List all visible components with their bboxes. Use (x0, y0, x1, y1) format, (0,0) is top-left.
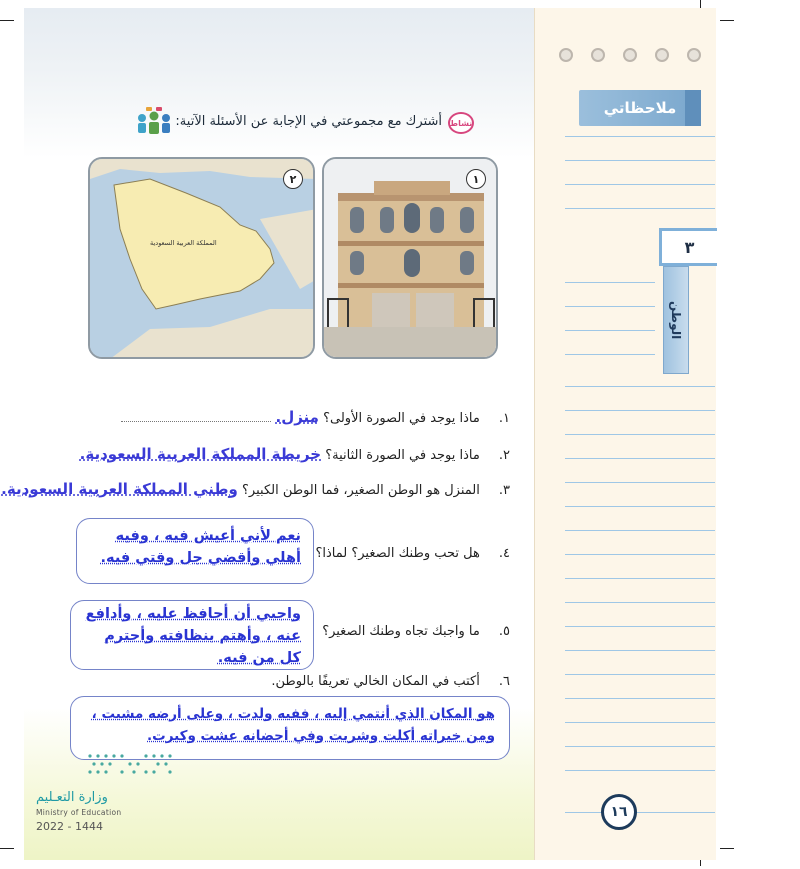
crop-mark (720, 20, 734, 21)
question-2 (80, 445, 510, 463)
notes-column (534, 8, 716, 860)
note-line (565, 306, 655, 307)
badge-label: نشاط (449, 118, 473, 128)
note-line (565, 770, 715, 771)
answer-text: منزل. (275, 408, 319, 426)
note-line (565, 160, 715, 161)
answer-line: أهلي وأقضي جل وقتي فيه. (100, 550, 301, 566)
question-number: ٢. (498, 448, 510, 463)
question-number: ١. (498, 411, 510, 426)
activity-instruction: أشترك مع مجموعتي في الإجابة عن الأسئلة الآتية: (175, 114, 442, 129)
unit-label-tab (663, 266, 689, 374)
crop-mark (0, 848, 14, 849)
question-number: ٦. (498, 674, 510, 689)
answer-text: خريطة المملكة العربية السعودية. (79, 445, 322, 463)
note-line (565, 674, 715, 675)
question-4 (315, 546, 510, 561)
note-line (565, 434, 715, 435)
note-line (565, 554, 715, 555)
binder-ring (687, 48, 701, 62)
question-text: ماذا يوجد في الصورة الثانية؟ (325, 448, 480, 463)
page-number: ١٦ (610, 804, 628, 820)
saudi-map (90, 159, 315, 359)
answer-bubble-5 (70, 600, 314, 670)
note-line (565, 136, 715, 137)
note-line (565, 410, 715, 411)
notes-title: ملاحظاتي (603, 99, 677, 117)
note-line (565, 282, 655, 283)
question-1 (121, 408, 510, 426)
question-number: ٥. (498, 624, 510, 639)
answer-line: كل من فيه. (217, 650, 301, 666)
answer-line: نعم لأني أعيش فيه ، وفيه (115, 528, 301, 544)
note-line (565, 184, 715, 185)
answer-line (121, 412, 271, 422)
notes-title-banner (579, 90, 701, 126)
ministry-logo (36, 756, 196, 836)
answer-line: عنه ، وأهتم بنظافته وأحترم (104, 628, 301, 644)
note-line (565, 354, 655, 355)
question-6 (271, 674, 510, 689)
answer-line: هو المكان الذي أنتمي إليه ، ففيه ولدت ، وعلى أرضه مشيت ، (91, 706, 495, 722)
map-country-label: المملكة العربية السعودية (150, 239, 217, 247)
activity-header (24, 106, 534, 136)
crop-mark (720, 848, 734, 849)
image-number: ١ (472, 172, 480, 186)
image-number-badge (466, 169, 486, 189)
note-line (565, 698, 715, 699)
unit-label: الوطن (669, 300, 683, 340)
note-line (565, 330, 655, 331)
house-image-card (322, 157, 498, 359)
note-line (565, 208, 715, 209)
question-5 (322, 624, 510, 639)
binder-ring (591, 48, 605, 62)
house-photo (324, 159, 498, 359)
banner-accent (685, 90, 701, 126)
question-text: ما واجبك تجاه وطنك الصغير؟ (322, 624, 480, 639)
note-line (565, 602, 715, 603)
note-line (565, 812, 715, 813)
note-line (565, 650, 715, 651)
note-line (565, 458, 715, 459)
lesson-number: ٣ (684, 237, 695, 257)
note-line (565, 578, 715, 579)
note-line (565, 386, 715, 387)
page-number-badge (601, 794, 637, 830)
binder-ring (655, 48, 669, 62)
note-line (565, 746, 715, 747)
question-text: هل تحب وطنك الصغير؟ لماذا؟ (315, 546, 480, 561)
binder-ring (623, 48, 637, 62)
textbook-page (1, 8, 534, 860)
answer-text: وطني المملكة العربية السعودية. (1, 480, 238, 498)
edition-year: 2022 - 1444 (36, 820, 103, 833)
answer-bubble-6 (70, 696, 510, 760)
question-text: أكتب في المكان الخالي تعريفًا بالوطن. (271, 674, 480, 689)
crop-mark (0, 20, 14, 21)
note-line (565, 506, 715, 507)
note-line (565, 482, 715, 483)
note-line (565, 626, 715, 627)
answer-bubble-4 (76, 518, 314, 584)
note-line (565, 530, 715, 531)
note-line (565, 722, 715, 723)
ministry-name-english: Ministry of Education (36, 808, 122, 817)
image-number-badge (283, 169, 303, 189)
question-3 (1, 480, 510, 498)
map-image-card (88, 157, 315, 359)
question-number: ٣. (498, 483, 510, 498)
question-text: ماذا يوجد في الصورة الأولى؟ (323, 411, 480, 426)
answer-line: ومن خيراته أكلت وشربت وفي أحضانه عشت وكبرت. (147, 728, 495, 744)
question-text: المنزل هو الوطن الصغير، فما الوطن الكبير؟ (242, 483, 480, 498)
group-discussion-icon (134, 106, 174, 136)
answer-line: واجبي أن أحافظ عليه ، وأدافع (85, 606, 301, 622)
ministry-name-arabic: وزارة التعـليم (36, 790, 108, 805)
lesson-number-tab (659, 228, 717, 266)
question-number: ٤. (498, 546, 510, 561)
activity-badge (448, 112, 474, 134)
binder-ring (559, 48, 573, 62)
image-number: ٢ (289, 172, 297, 186)
